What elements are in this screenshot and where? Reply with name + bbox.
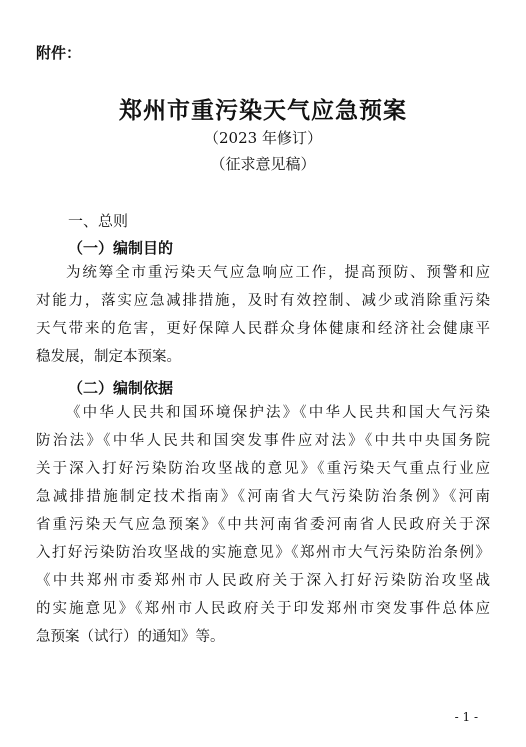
paragraph-purpose (36, 259, 490, 371)
text-line: 《中共郑州市委郑州市人民政府关于深入打好污染防治攻坚战 (36, 573, 490, 589)
text-line: 入打好污染防治攻坚战的实施意见》《郑州市大气污染防治条例》 (36, 545, 490, 561)
text-line: 天气带来的危害，更好保障人民群众身体健康和经济社会健康平 (36, 321, 490, 337)
page-number: - 1 - (454, 710, 478, 724)
text-line: 稳发展，制定本预案。 (36, 349, 181, 365)
text-line: 的实施意见》《郑州市人民政府关于印发郑州市突发事件总体应 (36, 601, 490, 617)
text-line: 《中华人民共和国环境保护法》《中华人民共和国大气污染 (66, 405, 490, 421)
subtitle-draft: （征求意见稿） (210, 155, 316, 173)
text-line: 急减排措施制定技术指南》《河南省大气污染防治条例》《河南 (36, 489, 490, 505)
text-line: 急预案（试行）的通知》等。 (36, 629, 225, 645)
text-line: 关于深入打好污染防治攻坚战的意见》《重污染天气重点行业应 (36, 461, 490, 477)
document-title: 郑州市重污染天气应急预案 (119, 97, 407, 124)
text-line: 为统筹全市重污染天气应急响应工作，提高预防、预警和应 (66, 265, 490, 281)
text-line: 对能力，落实应急减排措施，及时有效控制、减少或消除重污染 (36, 293, 490, 309)
attachment-label: 附件： (36, 44, 82, 62)
subsection-heading-basis: （二）编制依据 (68, 379, 174, 397)
text-line: 防治法》《中华人民共和国突发事件应对法》《中共中央国务院 (36, 433, 490, 449)
subsection-heading-purpose: （一）编制目的 (68, 239, 174, 257)
subtitle-revision: （2023 年修订） (204, 129, 322, 147)
paragraph-basis (36, 399, 490, 651)
section-heading-general: 一、总则 (68, 212, 129, 230)
text-line: 省重污染天气应急预案》《中共河南省委河南省人民政府关于深 (36, 517, 490, 533)
